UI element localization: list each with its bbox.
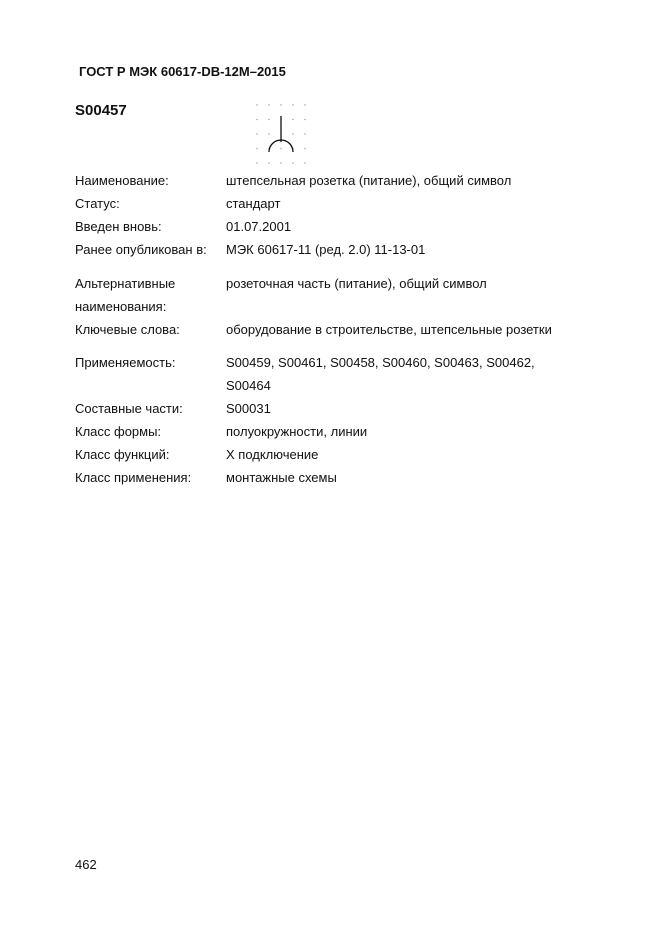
grid-dot <box>268 162 269 163</box>
grid-dot <box>268 133 269 134</box>
grid-dot <box>256 104 257 105</box>
grid-dot <box>256 119 257 120</box>
grid-dot <box>268 119 269 120</box>
grid-dot <box>304 148 305 149</box>
document-header: ГОСТ Р МЭК 60617-DB-12M–2015 <box>79 64 286 79</box>
grid-dot <box>292 133 293 134</box>
grid-dot <box>256 162 257 163</box>
page-number: 462 <box>75 857 97 872</box>
grid-dot <box>256 148 257 149</box>
socket-symbol-icon <box>250 98 320 168</box>
grid-dot <box>280 162 281 163</box>
grid-dot <box>292 162 293 163</box>
grid-dot <box>280 148 281 149</box>
symbol-code: S00457 <box>75 102 127 119</box>
document-page: ГОСТ Р МЭК 60617-DB-12M–2015 S00457 Наименование: штепсельная розетка (питание), общий символ Статус: стандарт Введен вновь: 01.07.2001 Ранее опубликован в: МЭК 60617-11 (ред. 2.0) 11-13-01 Альтернативные розеточная часть (питание), общий символ наименования: Ключевые слова: оборудование в строительстве, штепсельные розетки Применяемость: S00459, S00461, S00458, S00460, S00463, S00462, S00464 Составные части: S00031 Класс формы: полуокружности, линии Класс функций: X подключение Класс применения: монтажные схемы 462 <box>0 0 661 936</box>
grid-dot <box>304 162 305 163</box>
grid-dot <box>304 119 305 120</box>
grid-dot <box>304 133 305 134</box>
grid-dot <box>292 104 293 105</box>
grid-dot <box>292 119 293 120</box>
grid-dot <box>268 104 269 105</box>
grid-dot <box>256 133 257 134</box>
grid-dot <box>280 104 281 105</box>
grid-dot <box>304 104 305 105</box>
